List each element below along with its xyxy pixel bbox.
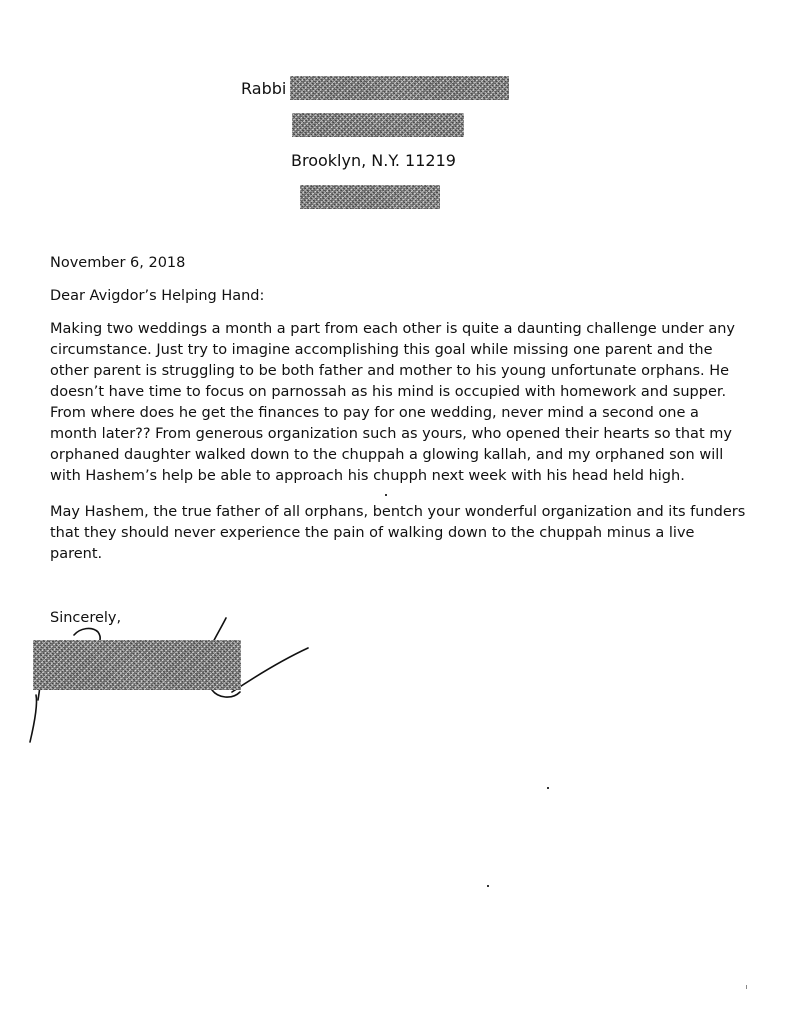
paragraph-line: doesn’t have time to focus on parnossah as his mind is occupied with homework and supper. (50, 384, 727, 400)
paragraph-line: parent. (50, 546, 103, 562)
paragraph-line: orphaned daughter walked down to the chuppah a glowing kallah, and my orphaned son will (50, 447, 724, 463)
scan-speck (385, 494, 387, 496)
paragraph-line: that they should never experience the pain of walking down to the chuppah minus a live (50, 525, 695, 541)
city-line: Brooklyn, N.Y. 11219 (291, 151, 456, 170)
letter-closing: Sincerely, (50, 610, 122, 626)
paragraph-line: with Hashem’s help be able to approach his chupph next week with his head held high. (50, 468, 685, 484)
paragraph-line: month later?? From generous organization such as yours, who opened their hearts so that my (50, 426, 732, 442)
redacted-street-address (292, 113, 464, 137)
body-paragraph-2 (50, 502, 760, 565)
rabbi-name-prefix: Rabbi (241, 79, 287, 98)
letter-date: November 6, 2018 (50, 255, 186, 271)
redacted-signature (33, 640, 241, 690)
redacted-rabbi-name (290, 76, 509, 100)
body-paragraph-1 (50, 319, 760, 487)
paragraph-line: other parent is struggling to be both father and mother to his young unfortunate orphans. He (50, 363, 730, 379)
paragraph-line: circumstance. Just try to imagine accomplishing this goal while missing one parent and the (50, 342, 713, 358)
paragraph-line: May Hashem, the true father of all orphans, bentch your wonderful organization and its funders (50, 504, 746, 520)
scan-speck (547, 787, 549, 789)
scan-speck (746, 985, 747, 989)
paragraph-line: From where does he get the finances to pay for one wedding, never mind a second one a (50, 405, 699, 421)
paragraph-line: Making two weddings a month a part from each other is quite a daunting challenge under any (50, 321, 735, 337)
scan-speck (487, 885, 489, 887)
letter-salutation: Dear Avigdor’s Helping Hand: (50, 288, 265, 304)
redacted-phone (300, 185, 440, 209)
